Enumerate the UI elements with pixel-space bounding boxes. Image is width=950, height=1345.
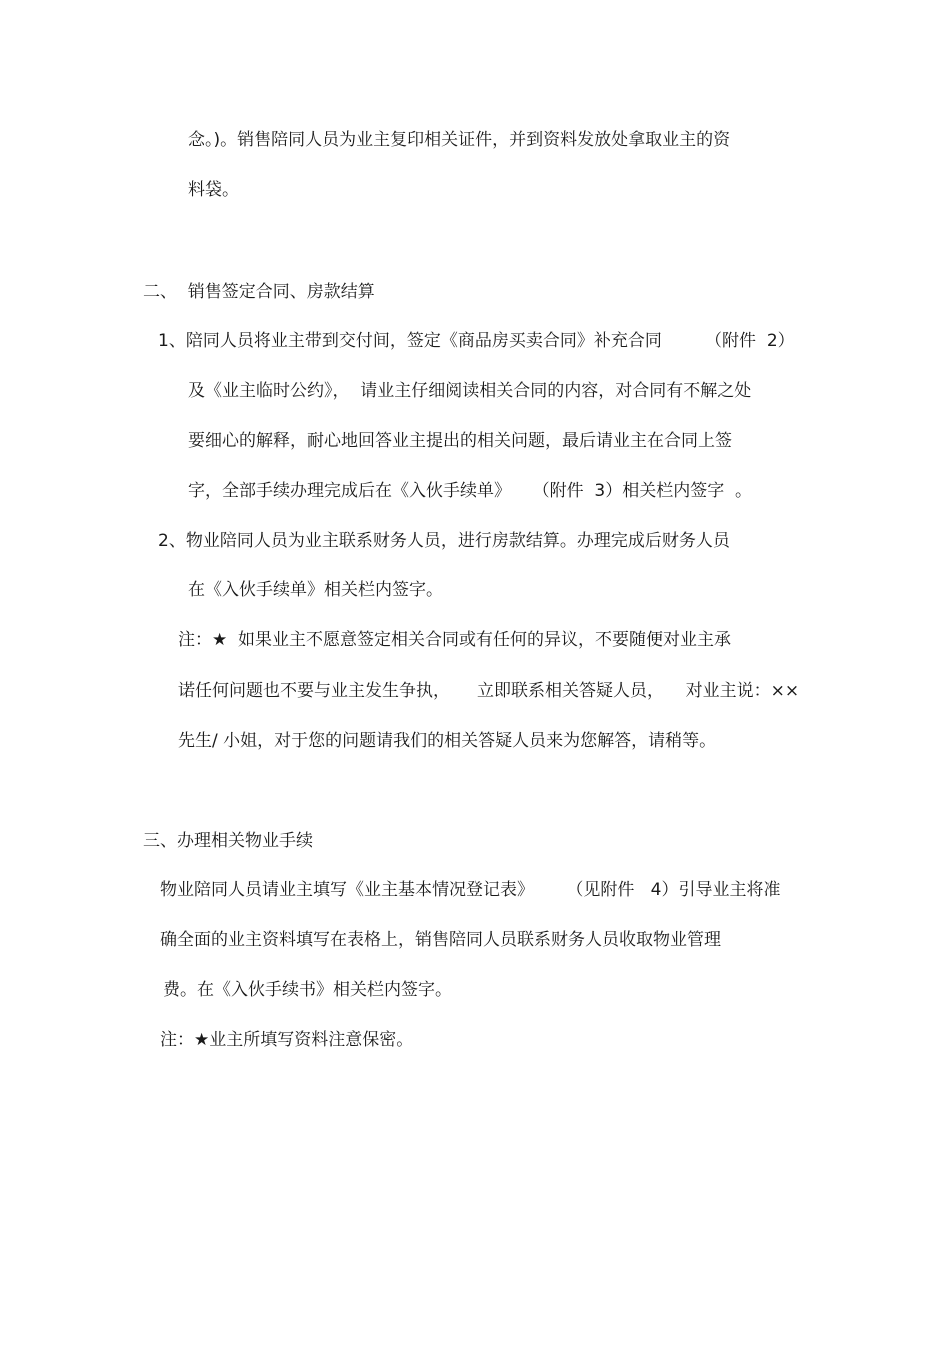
- section-3-line-1: 物业陪同人员请业主填写《业主基本情况登记表》 （见附件 4）引导业主将准: [160, 880, 781, 900]
- section-3-line-3: 费。在《入伙手续书》相关栏内签字。: [163, 980, 452, 1000]
- section-2-note-line-2: 诺任何问题也不要与业主发生争执， 立即联系相关答疑人员， 对业主说：××: [178, 681, 800, 701]
- section-3-heading: 三、办理相关物业手续: [143, 831, 313, 851]
- section-2-item-1-line-4: 字，全部手续办理完成后在《入伙手续单》 （附件 3）相关栏内签字 。: [188, 481, 753, 501]
- section-3-line-2: 确全面的业主资料填写在表格上，销售陪同人员联系财务人员收取物业管理: [160, 930, 721, 950]
- section-2-item-2-line-1: 2、物业陪同人员为业主联系财务人员，进行房款结算。办理完成后财务人员: [158, 531, 730, 551]
- section-3-note: 注：★业主所填写资料注意保密。: [160, 1030, 414, 1050]
- intro-line-1: 念。)。销售陪同人员为业主复印相关证件，并到资料发放处拿取业主的资: [188, 130, 731, 150]
- section-2-note-line-1: 注：★ 如果业主不愿意签定相关合同或有任何的异议，不要随便对业主承: [178, 630, 732, 650]
- section-2-item-1-line-2: 及《业主临时公约》， 请业主仔细阅读相关合同的内容，对合同有不解之处: [188, 381, 752, 401]
- intro-line-2: 料袋。: [188, 180, 239, 200]
- section-2-item-1-line-1: 1、陪同人员将业主带到交付间，签定《商品房买卖合同》补充合同 （附件 2）: [158, 331, 795, 351]
- section-2-item-2-line-2: 在《入伙手续单》相关栏内签字。: [188, 580, 443, 600]
- section-2-note-line-3: 先生/ 小姐，对于您的问题请我们的相关答疑人员来为您解答，请稍等。: [178, 731, 717, 751]
- section-2-heading: 二、 销售签定合同、房款结算: [143, 282, 375, 302]
- section-2-item-1-line-3: 要细心的解释，耐心地回答业主提出的相关问题，最后请业主在合同上签: [188, 431, 732, 451]
